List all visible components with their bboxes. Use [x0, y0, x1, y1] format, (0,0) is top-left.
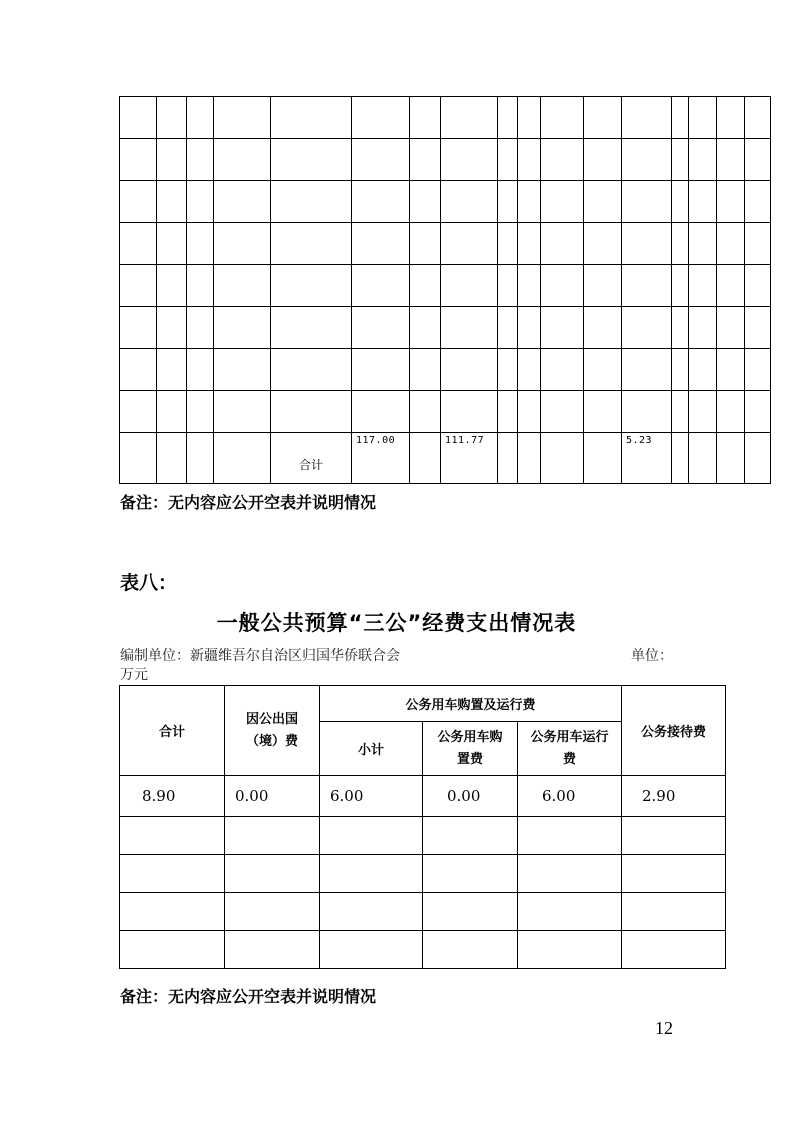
- table-seven: [119, 96, 771, 484]
- table-row: [120, 776, 726, 817]
- org-label: 编制单位：新疆维吾尔自治区归国华侨联合会: [120, 648, 400, 664]
- table-row: [120, 265, 771, 307]
- table-row: [120, 931, 726, 969]
- header-abroad: [225, 686, 320, 776]
- table-row: [120, 223, 771, 265]
- header-subtotal: 小计: [320, 722, 423, 776]
- value-total: 8.90: [120, 776, 225, 817]
- unit-label: 单位：: [631, 648, 673, 664]
- header-reception: 公务接待费: [622, 686, 726, 776]
- total-value: 117.00: [352, 433, 410, 484]
- table-row: [120, 893, 726, 931]
- header-operation-text: 公务用车运行费: [530, 729, 609, 767]
- note-table-eight: 备注：无内容应公开空表并说明情况: [120, 987, 377, 1006]
- header-abroad-text: 因公出国（境）费: [245, 711, 298, 749]
- header-purchase: [423, 722, 518, 776]
- header-operation: [518, 722, 622, 776]
- value-operation: 6.00: [518, 776, 622, 817]
- table-row: [120, 855, 726, 893]
- total-label: 合计: [271, 433, 352, 484]
- table-row-total: [120, 433, 771, 484]
- header-total: 合计: [120, 686, 225, 776]
- value-subtotal: 6.00: [320, 776, 423, 817]
- table-row: [120, 349, 771, 391]
- org-line: [120, 645, 680, 665]
- table-row: [120, 97, 771, 139]
- note-table-seven: 备注：无内容应公开空表并说明情况: [120, 493, 377, 512]
- value-purchase: 0.00: [423, 776, 518, 817]
- other-value: 5.23: [622, 433, 672, 484]
- subtotal-value: 111.77: [441, 433, 498, 484]
- table-row: [120, 181, 771, 223]
- value-abroad: 0.00: [225, 776, 320, 817]
- unit-value: 万元: [120, 667, 148, 683]
- header-row: [120, 686, 726, 722]
- table-row: [120, 391, 771, 433]
- section-heading: 表八：: [120, 572, 178, 594]
- table-row: [120, 817, 726, 855]
- value-reception: 2.90: [622, 776, 726, 817]
- table-row: [120, 307, 771, 349]
- table-title: 一般公共预算“三公”经费支出情况表: [216, 611, 577, 635]
- header-vehicle-group: 公务用车购置及运行费: [320, 686, 622, 722]
- page-number: 12: [655, 1018, 673, 1038]
- table-eight: [119, 685, 726, 969]
- header-purchase-text: 公务用车购置费: [437, 729, 503, 767]
- table-row: [120, 139, 771, 181]
